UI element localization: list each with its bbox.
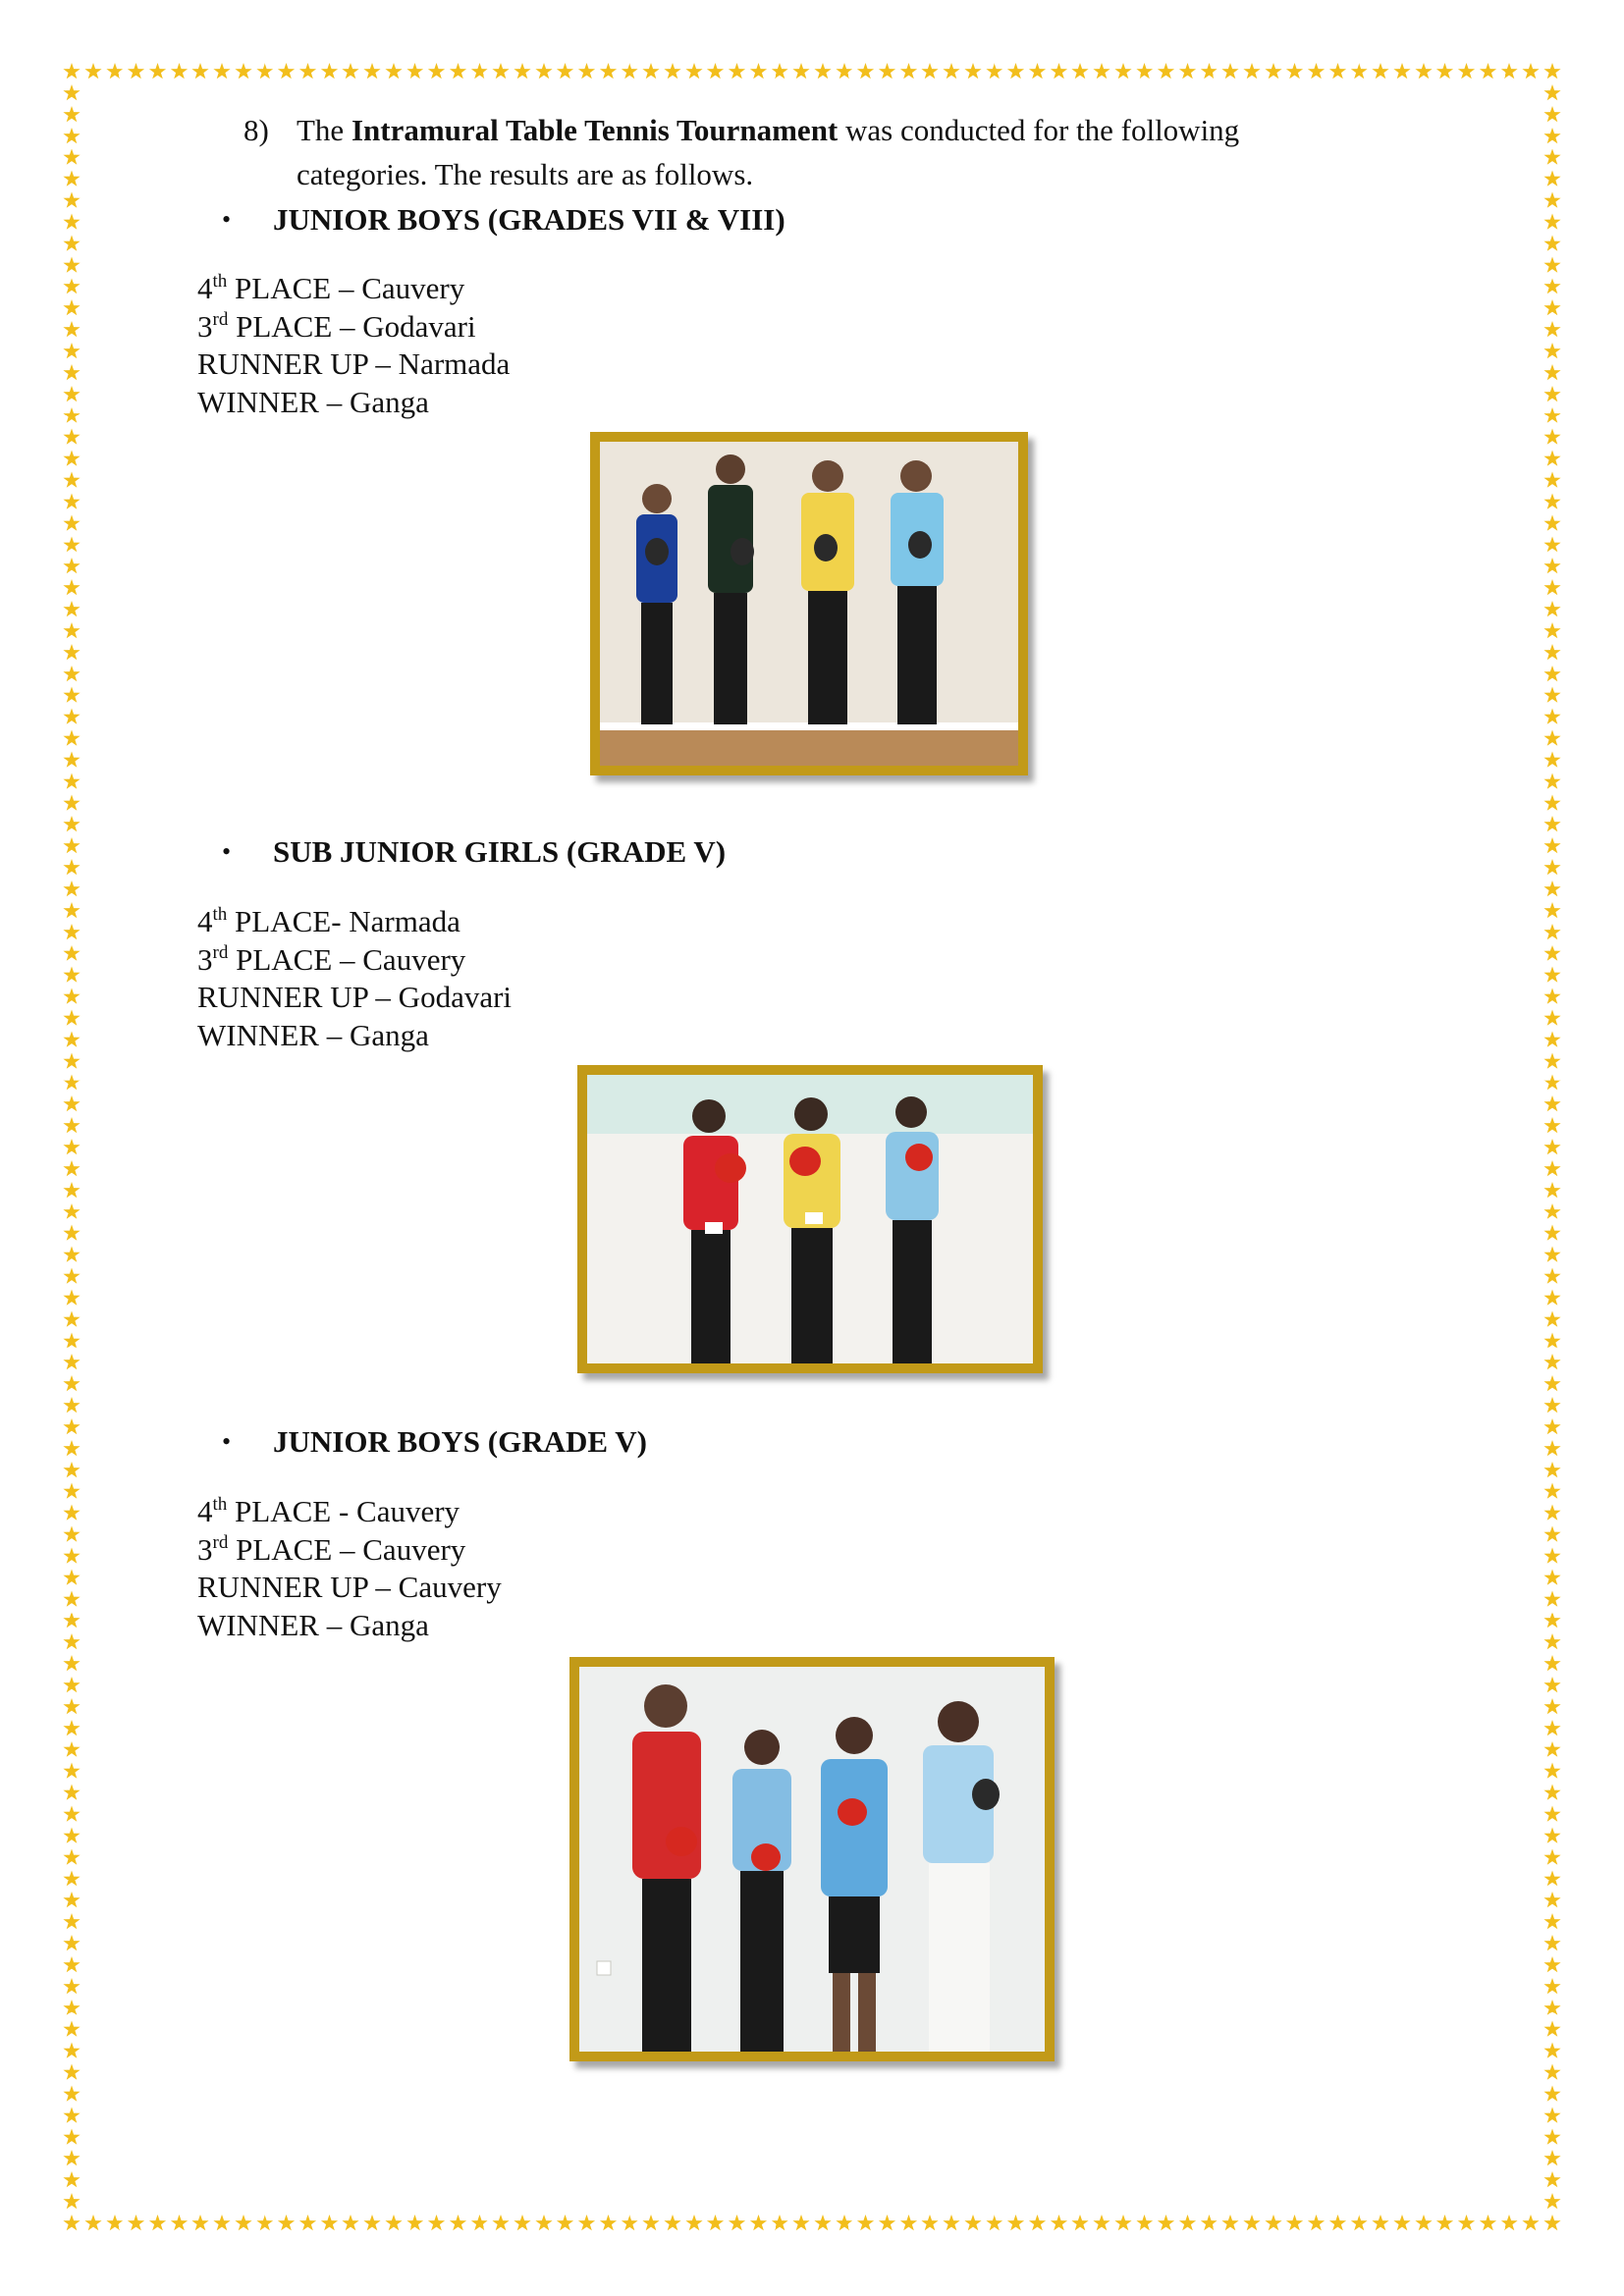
result-row	[197, 308, 510, 347]
result-row	[197, 346, 510, 384]
result-text: PLACE – Cauvery	[228, 941, 466, 977]
section-heading-text: JUNIOR BOYS (GRADE V)	[273, 1424, 647, 1459]
result-row	[197, 941, 512, 980]
rank-number: 4	[197, 1494, 213, 1528]
rank-suffix: th	[212, 904, 228, 925]
result-row	[197, 1017, 512, 1055]
photo-image	[600, 442, 1018, 766]
result-row	[197, 270, 510, 308]
result-text: WINNER – Ganga	[197, 384, 429, 419]
result-text: PLACE- Narmada	[227, 904, 460, 938]
item-number: 8)	[244, 113, 269, 147]
section-heading-junior-boys-v	[222, 1422, 647, 1464]
team-photo-junior-boys-vii-viii	[590, 432, 1028, 775]
section-heading-junior-boys-vii-viii	[222, 200, 785, 241]
result-row	[197, 1493, 502, 1531]
intro-paragraph	[244, 108, 1402, 196]
section-heading-text: JUNIOR BOYS (GRADES VII & VIII)	[273, 202, 785, 237]
rank-suffix: rd	[212, 1531, 229, 1553]
section-heading-text: SUB JUNIOR GIRLS (GRADE V)	[273, 834, 727, 869]
tournament-name: Intramural Table Tennis Tournament	[351, 113, 839, 147]
section-heading-sub-junior-girls-v	[222, 832, 726, 874]
results-list	[197, 1493, 502, 1644]
result-text: WINNER – Ganga	[197, 1017, 429, 1052]
bullet: •	[222, 1427, 232, 1456]
result-row	[197, 1569, 502, 1607]
result-text: RUNNER UP – Cauvery	[197, 1570, 502, 1604]
team-photo-sub-junior-girls-v	[577, 1065, 1043, 1373]
photo-image	[587, 1075, 1033, 1363]
result-row	[197, 1531, 502, 1570]
intro-text-after: was conducted for the following	[838, 113, 1240, 147]
result-text: PLACE – Godavari	[228, 308, 476, 344]
intro-text	[297, 108, 1402, 196]
rank-suffix: th	[212, 1494, 228, 1515]
bullet: •	[222, 205, 232, 234]
rank-number: 3	[197, 1531, 213, 1567]
rank-suffix: th	[212, 271, 228, 292]
result-row	[197, 979, 512, 1017]
photo-image	[579, 1667, 1045, 2052]
result-row	[197, 1607, 502, 1645]
rank-number: 3	[197, 308, 213, 344]
result-text: RUNNER UP – Narmada	[197, 347, 511, 381]
rank-suffix: rd	[212, 941, 229, 963]
rank-suffix: rd	[212, 308, 229, 330]
results-list	[197, 270, 510, 421]
intro-text-line2: categories. The results are as follows.	[297, 157, 754, 191]
rank-number: 3	[197, 941, 213, 977]
result-row	[197, 384, 510, 422]
intro-text-before: The	[297, 113, 352, 147]
rank-number: 4	[197, 271, 213, 305]
result-text: RUNNER UP – Godavari	[197, 980, 513, 1014]
result-text: PLACE - Cauvery	[227, 1494, 460, 1528]
team-photo-junior-boys-v	[569, 1657, 1055, 2061]
result-text: WINNER – Ganga	[197, 1607, 429, 1642]
result-row	[197, 903, 512, 941]
rank-number: 4	[197, 904, 213, 938]
result-text: PLACE – Cauvery	[227, 271, 465, 305]
results-list	[197, 903, 512, 1054]
bullet: •	[222, 837, 232, 866]
result-text: PLACE – Cauvery	[228, 1531, 466, 1567]
